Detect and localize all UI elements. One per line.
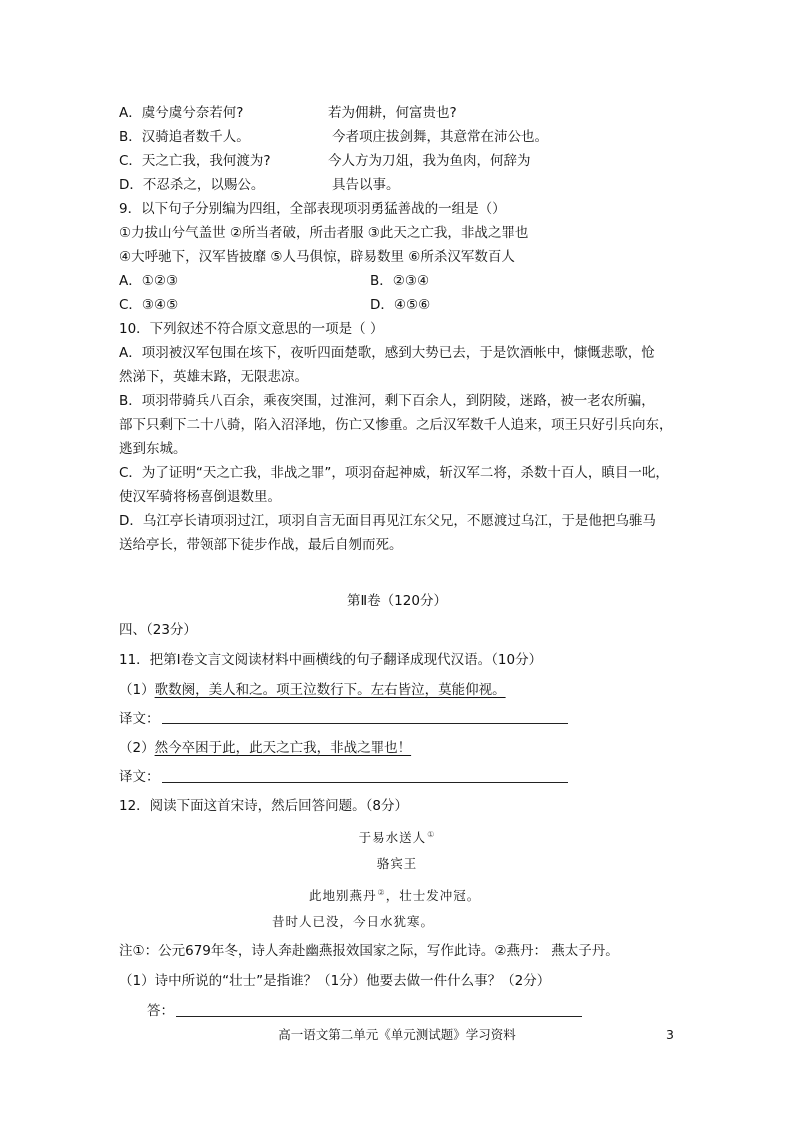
poem-line-2: 昔时人已没，今日水犹寒。 <box>272 914 435 929</box>
q11-stem: 11．把第Ⅰ卷文言文阅读材料中画横线的句子翻译成现代汉语。（10分） <box>119 652 543 668</box>
q11-sentence-2-number: （2） <box>119 740 155 756</box>
q9-option-d: D．④⑤⑥ <box>370 297 431 313</box>
q11-translation-1-label: 译文： <box>119 711 160 727</box>
q10-option-b-line1: B．项羽带骑兵八百余，乘夜突围，过淮河，剩下百余人，到阴陵，迷路，被一老农所骗， <box>119 393 655 409</box>
poem-author: 骆宾王 <box>376 856 418 871</box>
q10-option-d-line2: 送给亭长，带领部下徒步作战，最后自刎而死。 <box>119 537 403 553</box>
q9-stem: 9．以下句子分别编为四组，全部表现项羽勇猛善战的一组是（） <box>119 201 506 217</box>
poem-title-note-mark: ① <box>427 830 436 839</box>
poem-title <box>0 826 794 847</box>
poem-line-1-part-b: ，壮士发冲冠。 <box>385 888 481 903</box>
q11-translation-2-label: 译文： <box>119 769 160 785</box>
q8-option-d-left: D．不忍杀之，以赐公。 <box>119 177 265 193</box>
poem-title-text: 于易水送人 <box>358 830 427 845</box>
page-number: 3 <box>666 1027 674 1042</box>
q8-option-d-right: 具告以事。 <box>332 177 400 193</box>
q12-stem: 12．阅读下面这首宋诗，然后回答问题。（8分） <box>119 798 409 814</box>
q11-sentence-2-text: 然今卒困于此，此天之亡我，非战之罪也！ <box>154 740 412 756</box>
q10-option-a-line2: 然涕下，英雄末路，无限悲凉。 <box>119 369 308 385</box>
q10-option-d-line1: D．乌江亭长请项羽过江，项羽自言无面目再见江东父兄，不愿渡过乌江，于是他把乌骓马 <box>119 513 656 529</box>
q8-option-a-left: A．虞兮虞兮奈若何? <box>119 105 244 121</box>
q10-option-b-line3: 逃到东城。 <box>119 441 187 457</box>
q8-option-c-left: C．天之亡我，我何渡为? <box>119 153 271 169</box>
q9-sentences-line1: ①力拔山兮气盖世 ②所当者破，所击者服 ③此天之亡我，非战之罪也 <box>119 225 529 241</box>
q8-option-c-right: 今人方为刀俎，我为鱼肉，何辞为 <box>328 153 531 169</box>
q11-sentence-1 <box>119 681 506 699</box>
q11-translation-1-answer-line[interactable] <box>162 723 568 724</box>
section-2-title: 第Ⅱ卷（120分） <box>347 593 447 609</box>
q12-answer-label: 答： <box>147 1003 174 1019</box>
poem-line-1 <box>309 884 480 905</box>
q9-sentences-line2: ④大呼驰下，汉军皆披靡 ⑤人马俱惊，辟易数里 ⑥所杀汉军数百人 <box>119 249 515 265</box>
q11-sentence-1-number: （1） <box>119 682 155 698</box>
q8-option-b-left: B．汉骑追者数千人。 <box>119 129 250 145</box>
footer-title: 高一语文第二单元《单元测试题》学习资料 <box>278 1027 516 1042</box>
q10-option-a-line1: A．项羽被汉军包围在垓下，夜听四面楚歌，感到大势已去，于是饮酒帐中，慷慨悲歌，怆 <box>119 345 655 361</box>
q11-sentence-2 <box>119 739 411 757</box>
q9-option-a: A．①②③ <box>119 273 179 289</box>
poem-line-1-note-mark: ② <box>377 888 386 897</box>
q11-sentence-1-text: 歌数阕，美人和之。项王泣数行下。左右皆泣，莫能仰视。 <box>154 682 506 698</box>
q9-option-b: B．②③④ <box>370 273 430 289</box>
q11-translation-2-answer-line[interactable] <box>162 782 568 783</box>
q10-option-c-line2: 使汉军骑将杨喜倒退数里。 <box>119 489 281 505</box>
q10-option-c-line1: C．为了证明“天之亡我，非战之罪”，项羽奋起神威，斩汉军二将，杀数十百人，瞋目一叱， <box>119 465 669 481</box>
q12-notes: 注①：公元679年冬，诗人奔赴幽燕报效国家之际，写作此诗。②燕丹： 燕太子丹。 <box>119 943 619 959</box>
q10-stem: 10．下列叙述不符合原文意思的一项是（ ） <box>119 321 384 337</box>
q8-option-a-right: 若为佣耕，何富贵也? <box>328 105 457 121</box>
part-4-heading: 四、（23分） <box>119 622 197 638</box>
q12-subquestion-1: （1）诗中所说的“壮士”是指谁？（1分）他要去做一件什么事？（2分） <box>119 973 551 989</box>
poem-line-1-part-a: 此地别燕丹 <box>309 888 377 903</box>
q10-option-b-line2: 部下只剩下二十八骑，陷入沼泽地，伤亡又惨重。之后汉军数千人追来，项王只好引兵向东， <box>119 417 673 433</box>
q9-option-c: C．③④⑤ <box>119 297 179 313</box>
q8-option-b-right: 今者项庄拔剑舞，其意常在沛公也。 <box>332 129 548 145</box>
q12-answer-line[interactable] <box>176 1016 582 1017</box>
